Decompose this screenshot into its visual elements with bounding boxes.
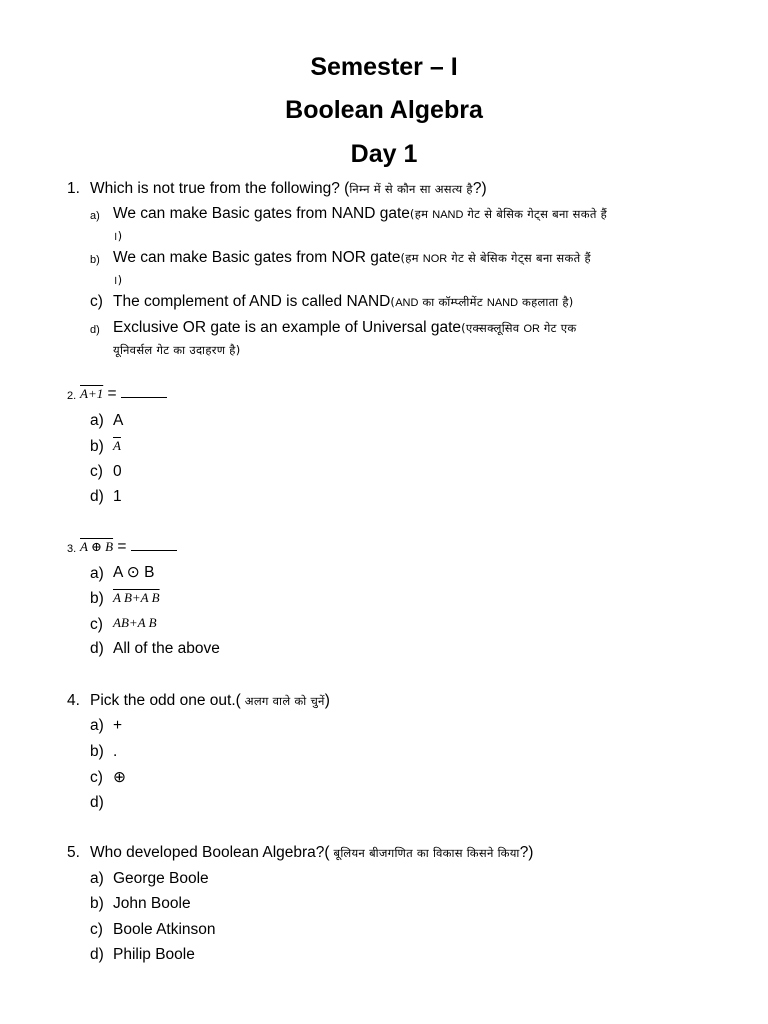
option-text-hi: (एक्सक्लूसिव bbox=[461, 321, 524, 335]
question-equals: = bbox=[113, 538, 131, 555]
option-formula: A B+A B bbox=[113, 590, 160, 605]
option-text-hi: (हम bbox=[409, 207, 433, 221]
option-label: d) bbox=[90, 488, 104, 505]
option-label: d) bbox=[90, 640, 104, 657]
option-label: d) bbox=[90, 794, 104, 811]
option-label: b) bbox=[90, 895, 104, 912]
question-formula: A ⊕ B bbox=[80, 539, 114, 554]
question-expression bbox=[80, 537, 177, 557]
option-label: c) bbox=[90, 463, 103, 480]
question-text-tail: ?) bbox=[472, 180, 487, 197]
option-text bbox=[113, 204, 607, 225]
question-text-hi: अलग वाले को चुनें bbox=[240, 694, 325, 708]
option-text-hi: ( bbox=[390, 295, 396, 309]
option-label: a) bbox=[90, 412, 104, 429]
question-text-hi: बूलियन बीजगणित का विकास किसने किया bbox=[329, 846, 520, 860]
question-text bbox=[90, 843, 533, 863]
question-formula: A+1 bbox=[80, 386, 104, 401]
answer-blank bbox=[131, 538, 177, 551]
question-number: 5. bbox=[67, 844, 80, 861]
option-text: Philip Boole bbox=[113, 946, 195, 963]
question-number: 2. bbox=[67, 390, 77, 402]
question-text-tail: ?) bbox=[519, 844, 534, 861]
question-text bbox=[90, 179, 487, 199]
option-text-en: We can make Basic gates from NAND gate bbox=[113, 205, 410, 222]
option-text-cont: यूनिवर्सल गेट का उदाहरण है) bbox=[113, 343, 241, 357]
option-text-cont: ।) bbox=[113, 273, 123, 287]
question-expression bbox=[80, 384, 167, 404]
option-text bbox=[113, 248, 591, 269]
option-text: John Boole bbox=[113, 895, 191, 912]
question-text-tail: ) bbox=[324, 692, 330, 709]
page-title-subject: Boolean Algebra bbox=[285, 96, 483, 124]
page-title-semester: Semester – I bbox=[310, 53, 458, 81]
option-label: c) bbox=[90, 921, 103, 938]
option-text-gate: OR bbox=[523, 323, 540, 335]
question-text-hi: निम्न में से कौन सा असत्य है bbox=[349, 182, 473, 196]
option-label: b) bbox=[90, 438, 104, 455]
option-label: d) bbox=[90, 946, 104, 963]
option-text: $\overline{A}$ bbox=[113, 438, 121, 453]
option-text: Boole Atkinson bbox=[113, 921, 216, 938]
option-text: + bbox=[113, 717, 123, 734]
option-text-gate: NAND bbox=[486, 297, 519, 309]
option-label: a) bbox=[90, 565, 104, 582]
option-text-en: Exclusive OR gate is an example of Universal gate bbox=[113, 319, 462, 336]
answer-blank bbox=[121, 385, 167, 398]
option-label: c) bbox=[90, 616, 103, 633]
option-label: b) bbox=[90, 254, 100, 266]
option-text-gate: NAND bbox=[432, 209, 464, 221]
option-label: c) bbox=[90, 769, 103, 786]
option-text-gate: NOR bbox=[422, 253, 448, 265]
question-text-en: Which is not true from the following? ( bbox=[90, 180, 350, 197]
option-label: a) bbox=[90, 717, 104, 734]
option-text: George Boole bbox=[113, 870, 209, 887]
option-text-hi: गेट से बेसिक गेट्स बना सकते हैं bbox=[463, 207, 608, 221]
question-number: 1. bbox=[67, 180, 80, 197]
option-label: d) bbox=[90, 324, 100, 336]
option-text: AB+A B bbox=[113, 615, 157, 630]
question-equals: = bbox=[103, 385, 121, 402]
option-text-hi: गेट एक bbox=[539, 321, 577, 335]
option-text-en: We can make Basic gates from NOR gate bbox=[113, 249, 401, 266]
question-text-en: Pick the odd one out.( bbox=[90, 692, 241, 709]
option-label: a) bbox=[90, 210, 100, 222]
option-text-gate: AND bbox=[395, 297, 419, 309]
option-label: b) bbox=[90, 590, 104, 607]
page-title-day: Day 1 bbox=[350, 140, 418, 168]
question-number: 3. bbox=[67, 543, 77, 555]
option-text: All of the above bbox=[113, 640, 220, 657]
option-text: ⊕ bbox=[113, 769, 126, 786]
option-text-hi: (हम bbox=[400, 251, 423, 265]
question-text-en: Who developed Boolean Algebra?( bbox=[90, 844, 330, 861]
option-text-en: The complement of AND is called NAND bbox=[113, 293, 391, 310]
option-text: A ⊙ B bbox=[113, 564, 155, 581]
option-text bbox=[113, 318, 577, 339]
option-text: 1 bbox=[113, 488, 122, 505]
option-text-hi: का कॉम्प्लीमेंट bbox=[418, 295, 487, 309]
question-text bbox=[90, 691, 330, 711]
option-text: 0 bbox=[113, 463, 122, 480]
option-text-hi: गेट से बेसिक गेट्स बना सकते हैं bbox=[447, 251, 591, 265]
option-text bbox=[113, 588, 160, 608]
option-label: c) bbox=[90, 293, 103, 310]
option-label: b) bbox=[90, 743, 104, 760]
question-number: 4. bbox=[67, 692, 80, 709]
option-text: A bbox=[113, 412, 124, 429]
option-text-hi: कहलाता है) bbox=[518, 295, 574, 309]
option-label: a) bbox=[90, 870, 104, 887]
option-text bbox=[113, 292, 574, 313]
option-text-cont: ।) bbox=[113, 229, 123, 243]
option-text: . bbox=[113, 743, 118, 760]
